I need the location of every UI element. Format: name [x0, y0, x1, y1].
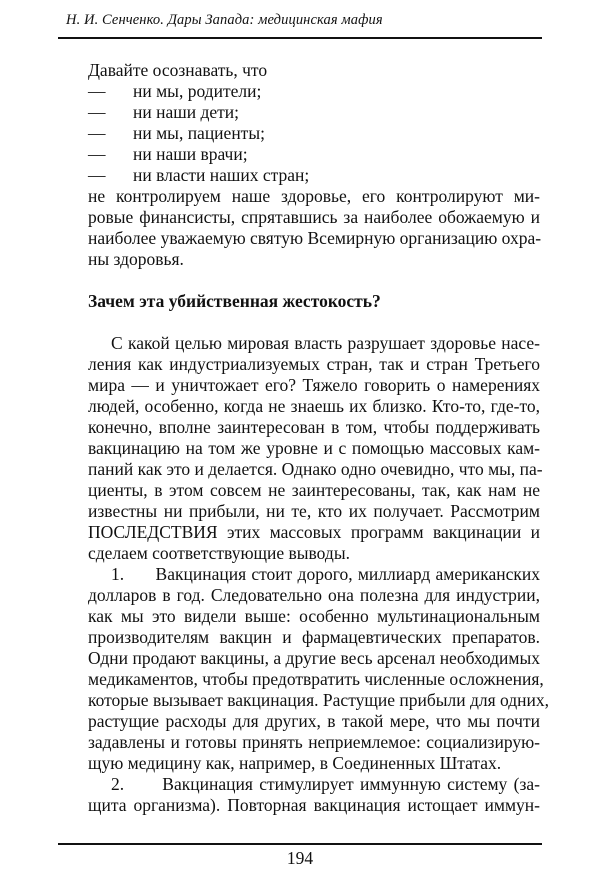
- dash-item: [88, 144, 540, 165]
- text-line: ПОСЛЕДСТВИЯ этих массовых программ вакцинации и: [88, 522, 540, 542]
- text-line: ления как индустриализуемых стран, так и стран Третьего: [88, 354, 540, 374]
- dash-item: [88, 165, 540, 186]
- dash-mark: —: [88, 144, 106, 164]
- text-line: которые вызывает вакцинация. Растущие прибыли для одних,: [88, 690, 550, 710]
- text-line: конечно, вполне заинтересован в том, чтобы поддерживать: [88, 417, 540, 437]
- text-line: вакцинацию на том же уровне и с помощью массовых кам-: [88, 438, 540, 458]
- text-line: медикаментов, чтобы предотвратить численные осложнения,: [88, 669, 544, 689]
- dash-mark: —: [88, 123, 106, 143]
- intro-lead: Давайте осознавать, что: [88, 60, 268, 80]
- footer-rule: [58, 843, 542, 845]
- dash-item: [88, 102, 540, 123]
- text-line: как мы это видели выше: особенно мультинациональным: [88, 606, 540, 626]
- running-header: Н. И. Сенченко. Дары Запада: медицинская мафия: [66, 12, 383, 28]
- dash-item: [88, 81, 540, 102]
- dash-item-text: ни мы, родители;: [133, 81, 262, 101]
- text-line: людей, особенно, когда не знаешь их близко. Кто-то, где-то,: [88, 396, 540, 416]
- page-number: 194: [286, 848, 314, 868]
- text-line: известны ни прибыли, ни те, кто их получает. Рассмотрим: [88, 501, 540, 521]
- spacer: [88, 312, 540, 333]
- text-line: не контролируем наше здоровье, его контролируют ми-: [88, 186, 540, 206]
- dash-item-text: ни наши врачи;: [133, 144, 248, 164]
- header-rule: [58, 37, 542, 39]
- dash-item-text: ни мы, пациенты;: [133, 123, 265, 143]
- text-line: С какой целью мировая власть разрушает здоровье насе-: [111, 333, 540, 353]
- text-line: мира — и уничтожает его? Тяжело говорить о намерениях: [88, 375, 540, 395]
- text-line: щую медицину как, например, в Соединенных Штатах.: [88, 753, 502, 773]
- dash-item-text: ни наши дети;: [133, 102, 239, 122]
- text-line: сделаем соответствующие выводы.: [88, 543, 350, 563]
- dash-mark: —: [88, 165, 106, 185]
- text-line: наиболее уважаемую святую Всемирную организацию охра-: [88, 228, 542, 248]
- text-line: щита организма). Повторная вакцинация истощает иммун-: [88, 795, 540, 815]
- text-line: задавлены и готовы принять неприемлемое: социализирую-: [88, 732, 540, 752]
- page-body: [88, 60, 550, 816]
- list-item-1: 1. Вакцинация стоит дорого, миллиард американских: [111, 564, 540, 584]
- text-line: ровые финансисты, спрятавшись за наиболее обожаемую и: [88, 207, 540, 227]
- list-item-2: 2. Вакцинация стимулирует иммунную систему (за-: [111, 774, 540, 794]
- dash-item: [88, 123, 540, 144]
- dash-mark: —: [88, 102, 106, 122]
- text-line: Одни продают вакцины, а другие весь арсенал необходимых: [88, 648, 540, 668]
- dash-item-text: ни власти наших стран;: [133, 165, 310, 185]
- spacer: [88, 270, 540, 291]
- section-heading: Зачем эта убийственная жестокость?: [88, 291, 381, 311]
- text-line: растущие расходы для других, в такой мере, что мы почти: [88, 711, 540, 731]
- text-line: ны здоровья.: [88, 249, 184, 269]
- text-line: долларов в год. Следовательно она полезна для индустрии,: [88, 585, 540, 605]
- text-line: паний как это и делается. Однако одно очевидно, что мы, па-: [88, 459, 543, 479]
- text-line: производителям вакцин и фармацевтических препаратов.: [88, 627, 540, 647]
- dash-mark: —: [88, 81, 106, 101]
- text-line: циенты, в этом совсем не заинтересованы, так, как нам не: [88, 480, 540, 500]
